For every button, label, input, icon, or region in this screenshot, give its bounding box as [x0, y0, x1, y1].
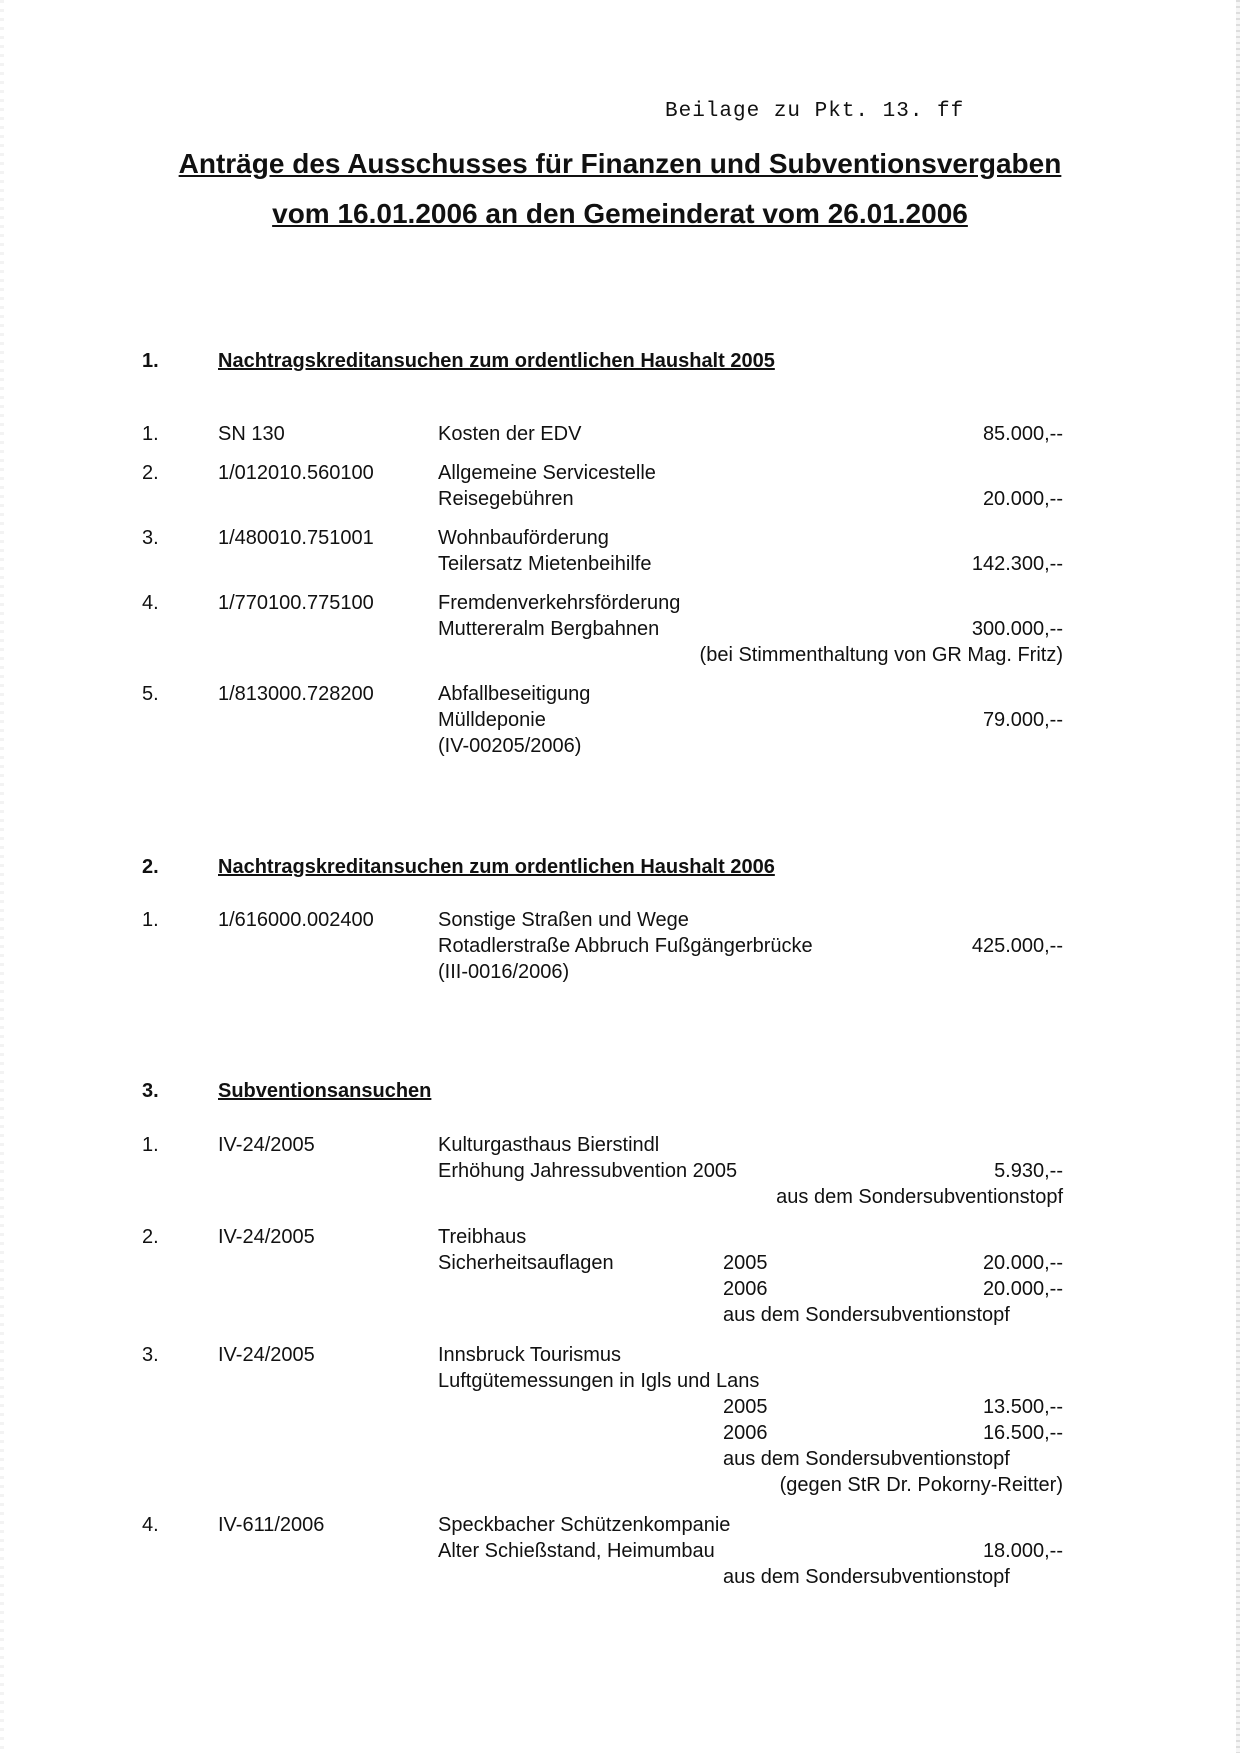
item-year: 2006	[723, 1278, 768, 1300]
item-reference: (IV-00205/2006)	[438, 735, 582, 757]
item-reference: (III-0016/2006)	[438, 961, 570, 983]
item-code: IV-24/2005	[218, 1344, 315, 1366]
section-title: Nachtragskreditansuchen zum ordentlichen Haushalt 2005	[218, 350, 775, 372]
item-code: 1/616000.002400	[218, 909, 374, 931]
item-description: Sonstige Straßen und Wege	[438, 909, 689, 931]
item-code: 1/813000.728200	[218, 683, 374, 705]
item-amount: 20.000,--	[982, 488, 1063, 510]
item-description: Erhöhung Jahressubvention 2005	[438, 1160, 738, 1182]
item-description: Innsbruck Tourismus	[438, 1344, 622, 1366]
item-year: 2006	[723, 1422, 768, 1444]
item-description: Abfallbeseitigung	[438, 683, 591, 705]
item-amount: 142.300,--	[971, 553, 1063, 575]
title-line-2: vom 16.01.2006 an den Gemeinderat vom 26.01.2006	[272, 198, 968, 229]
item-number: 1.	[142, 909, 159, 931]
item-note: aus dem Sondersubventionstopf	[776, 1186, 1063, 1208]
item-code: 1/770100.775100	[218, 592, 374, 614]
section-number: 3.	[142, 1080, 159, 1102]
title-line-1: Anträge des Ausschusses für Finanzen und Subventionsvergaben	[178, 148, 1062, 179]
item-number: 2.	[142, 462, 159, 484]
item-code: IV-611/2006	[218, 1514, 325, 1536]
item-description: Luftgütemessungen in Igls und Lans	[438, 1370, 760, 1392]
item-description: Kosten der EDV	[438, 423, 582, 445]
header-note: Beilage zu Pkt. 13. ff	[665, 100, 965, 123]
item-number: 2.	[142, 1226, 159, 1248]
scan-edge-left	[0, 0, 4, 1753]
item-amount: 300.000,--	[971, 618, 1063, 640]
item-description: Alter Schießstand, Heimumbau	[438, 1540, 715, 1562]
item-number: 1.	[142, 1134, 159, 1156]
item-number: 3.	[142, 527, 159, 549]
item-code: 1/480010.751001	[218, 527, 374, 549]
item-note: aus dem Sondersubventionstopf	[723, 1566, 1010, 1588]
item-code: IV-24/2005	[218, 1226, 315, 1248]
item-description: Treibhaus	[438, 1226, 527, 1248]
item-description: Rotadlerstraße Abbruch Fußgängerbrücke	[438, 935, 813, 957]
item-note: aus dem Sondersubventionstopf	[723, 1304, 1010, 1326]
item-number: 3.	[142, 1344, 159, 1366]
item-amount: 18.000,--	[982, 1540, 1063, 1562]
item-description: Kulturgasthaus Bierstindl	[438, 1134, 660, 1156]
item-amount: 425.000,--	[971, 935, 1063, 957]
item-description: Allgemeine Servicestelle	[438, 462, 656, 484]
item-amount: 85.000,--	[982, 423, 1063, 445]
item-description: Mülldeponie	[438, 709, 546, 731]
section-title: Subventionsansuchen	[218, 1080, 432, 1102]
item-amount: 16.500,--	[982, 1422, 1063, 1444]
item-description: Reisegebühren	[438, 488, 574, 510]
item-number: 1.	[142, 423, 159, 445]
item-description: Muttereralm Bergbahnen	[438, 618, 660, 640]
item-amount: 5.930,--	[994, 1160, 1063, 1182]
section-title: Nachtragskreditansuchen zum ordentlichen Haushalt 2006	[218, 856, 775, 878]
item-description: Fremdenverkehrsförderung	[438, 592, 681, 614]
item-code: SN 130	[218, 423, 285, 445]
item-amount: 20.000,--	[982, 1252, 1063, 1274]
item-note: aus dem Sondersubventionstopf	[723, 1448, 1010, 1470]
item-year: 2005	[723, 1252, 768, 1274]
item-code: 1/012010.560100	[218, 462, 374, 484]
item-description: Wohnbauförderung	[438, 527, 609, 549]
section-number: 1.	[142, 350, 159, 372]
item-note: (bei Stimmenthaltung von GR Mag. Fritz)	[699, 644, 1063, 666]
item-amount: 20.000,--	[982, 1278, 1063, 1300]
item-number: 4.	[142, 1514, 159, 1536]
item-description: Teilersatz Mietenbeihilfe	[438, 553, 652, 575]
section-number: 2.	[142, 856, 159, 878]
item-year: 2005	[723, 1396, 768, 1418]
item-amount: 13.500,--	[982, 1396, 1063, 1418]
item-amount: 79.000,--	[982, 709, 1063, 731]
item-description: Speckbacher Schützenkompanie	[438, 1514, 731, 1536]
item-number: 4.	[142, 592, 159, 614]
item-code: IV-24/2005	[218, 1134, 315, 1156]
item-note: (gegen StR Dr. Pokorny-Reitter)	[779, 1474, 1063, 1496]
scan-edge-right	[1236, 0, 1240, 1753]
item-number: 5.	[142, 683, 159, 705]
item-description: Sicherheitsauflagen	[438, 1252, 614, 1274]
